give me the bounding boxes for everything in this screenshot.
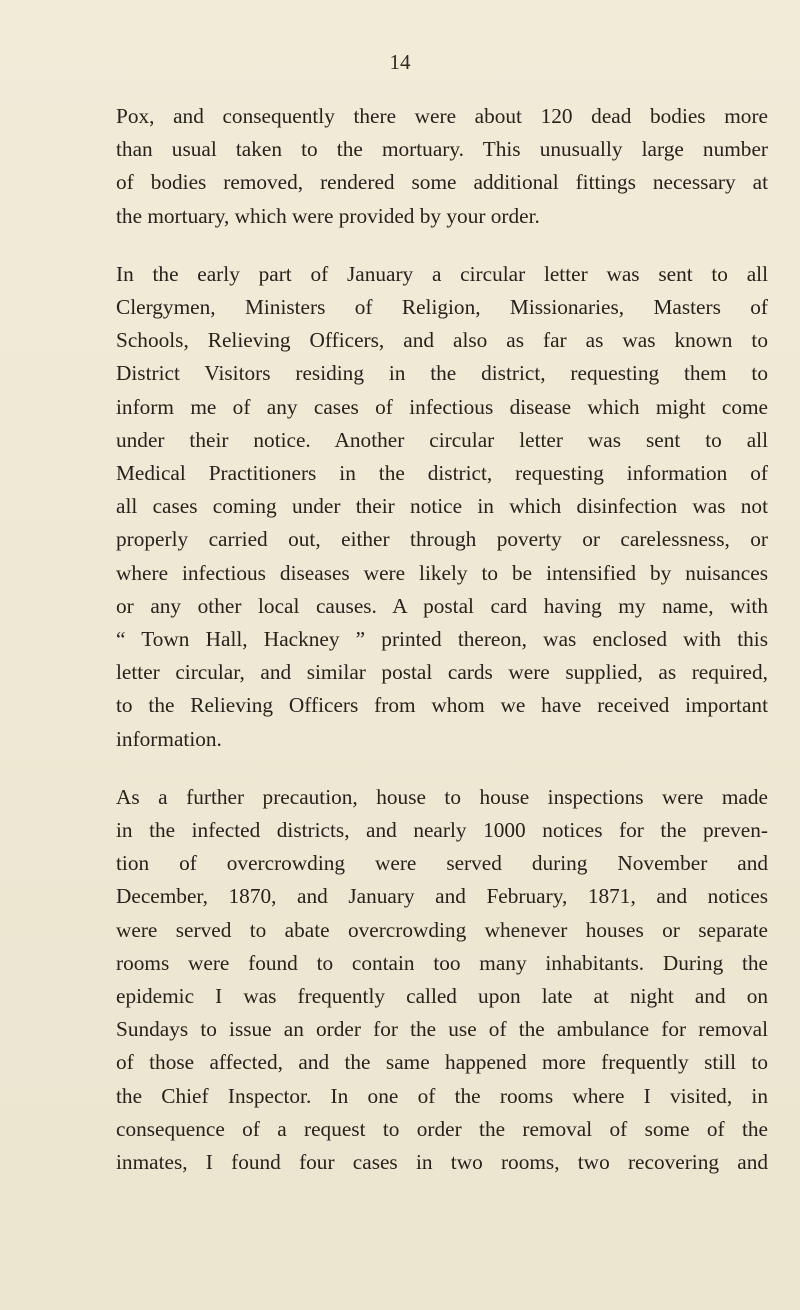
body-text xyxy=(116,100,768,1179)
text-line: Clergymen, Ministers of Religion, Missionaries, Masters of xyxy=(116,295,768,320)
text-line: inmates, I found four cases in two rooms, two recovering and xyxy=(116,1150,768,1175)
text-line: epidemic I was frequently called upon late at night and on xyxy=(116,984,768,1009)
text-line: Pox, and consequently there were about 120 dead bodies more xyxy=(116,104,768,128)
page-number: 14 xyxy=(389,50,411,74)
text-line: inform me of any cases of infectious disease which might come xyxy=(116,394,768,419)
text-line: In the early part of January a circular letter was sent to all xyxy=(116,261,768,286)
text-line: Schools, Relieving Officers, and also as far as was known to xyxy=(116,328,768,353)
text-line: As a further precaution, house to house inspections were made xyxy=(116,784,768,809)
text-line: rooms were found to contain too many inhabitants. During the xyxy=(116,950,768,975)
text-line: Sundays to issue an order for the use of the ambulance for removal xyxy=(116,1017,768,1042)
text-line: where infectious diseases were likely to be intensified by nuisances xyxy=(116,560,768,585)
text-line: or any other local causes. A postal card having my name, with xyxy=(116,593,768,618)
paragraph-1 xyxy=(116,100,768,233)
text-line: District Visitors residing in the district, requesting them to xyxy=(116,361,768,386)
text-line: to the Relieving Officers from whom we have received important xyxy=(116,693,768,718)
text-line: under their notice. Another circular letter was sent to all xyxy=(116,427,768,452)
text-line: December, 1870, and January and February, 1871, and notices xyxy=(116,884,768,909)
text-line: tion of overcrowding were served during November and xyxy=(116,851,768,876)
text-line: of those affected, and the same happened more frequently still to xyxy=(116,1050,768,1075)
text-line: letter circular, and similar postal cards were supplied, as required, xyxy=(116,660,768,685)
paragraph-3 xyxy=(116,781,768,1179)
text-line: in the infected districts, and nearly 1000 notices for the preven- xyxy=(116,818,768,843)
text-line: of bodies removed, rendered some additional fittings necessary at xyxy=(116,170,768,195)
paragraph-gap xyxy=(116,233,768,258)
text-line: than usual taken to the mortuary. This unusually large number xyxy=(116,137,768,162)
paragraph-gap xyxy=(116,756,768,781)
text-line: the Chief Inspector. In one of the rooms where I visited, in xyxy=(116,1083,768,1108)
text-line: were served to abate overcrowding whenever houses or separate xyxy=(116,917,768,942)
text-line: “ Town Hall, Hackney ” printed thereon, was enclosed with this xyxy=(116,627,768,652)
paragraph-2 xyxy=(116,258,768,756)
text-line: the mortuary, which were provided by your order. xyxy=(116,203,540,228)
text-line: information. xyxy=(116,726,222,751)
text-line: properly carried out, either through poverty or carelessness, or xyxy=(116,527,768,552)
text-line: consequence of a request to order the removal of some of the xyxy=(116,1116,768,1141)
text-line: Medical Practitioners in the district, requesting information of xyxy=(116,461,768,486)
text-line: all cases coming under their notice in which disinfection was not xyxy=(116,494,768,519)
